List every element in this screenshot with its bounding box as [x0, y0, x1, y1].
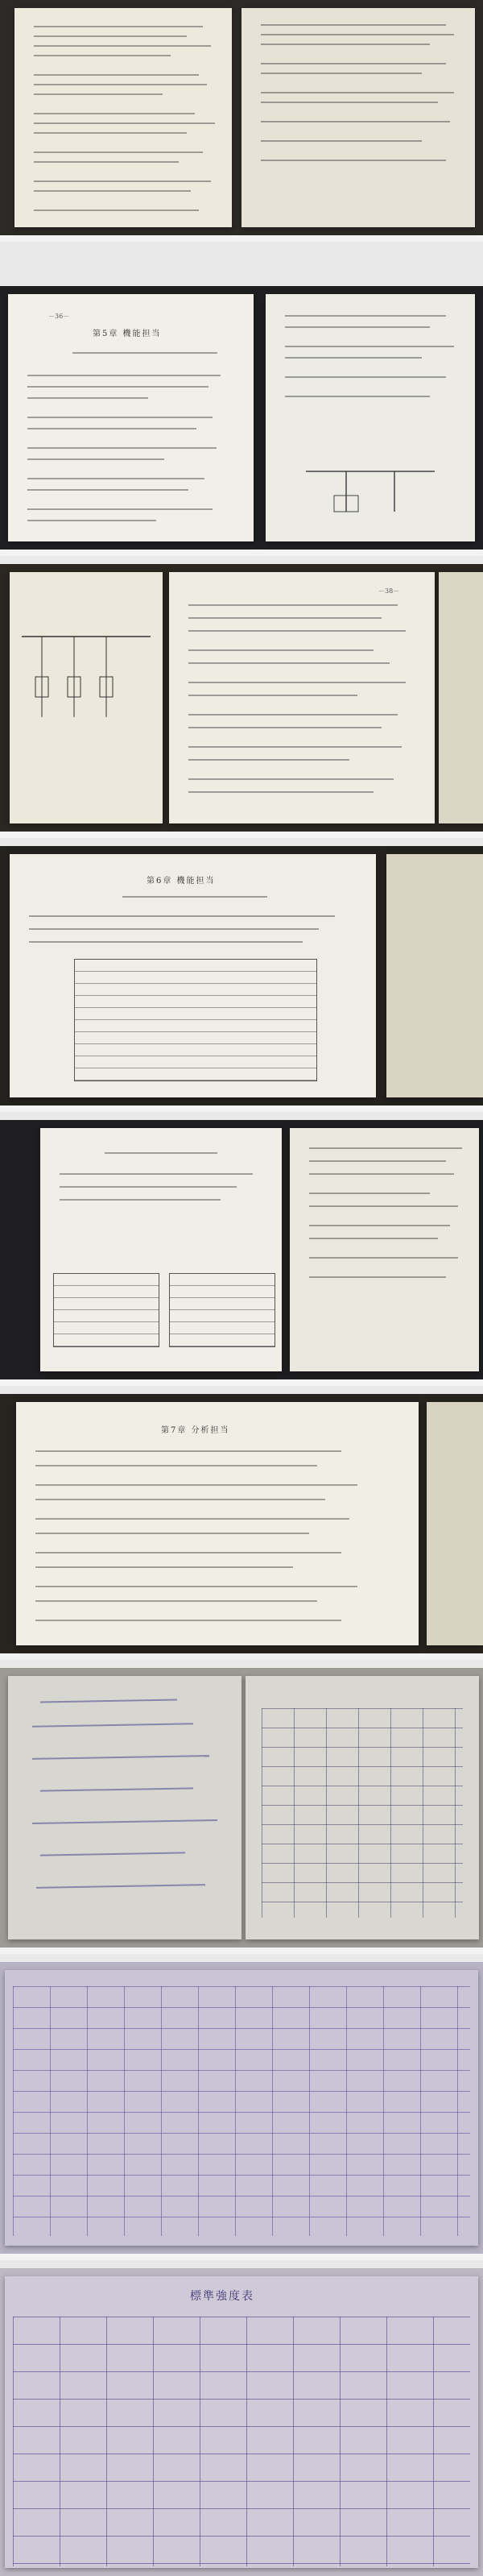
right-page	[242, 8, 475, 227]
side-paper	[427, 1402, 483, 1645]
page	[16, 1402, 419, 1645]
text-line	[122, 896, 267, 898]
text-line	[34, 45, 211, 47]
text-line	[261, 140, 422, 142]
text-line	[285, 315, 446, 317]
ledger-page	[246, 1676, 479, 1939]
chapter-heading: 第7章 分析担当	[161, 1426, 230, 1435]
left-page	[40, 1128, 282, 1371]
page-number: －38－	[378, 587, 400, 595]
text-line	[261, 102, 438, 103]
photo-strip-1	[0, 0, 483, 242]
text-line	[285, 396, 430, 397]
text-line	[309, 1238, 438, 1239]
text-line	[35, 1465, 317, 1466]
text-line	[27, 478, 204, 479]
text-line	[188, 682, 406, 683]
text-line	[309, 1193, 430, 1194]
text-line	[35, 1566, 293, 1568]
text-line	[285, 346, 454, 347]
side-paper	[439, 572, 483, 823]
text-line	[34, 209, 199, 211]
notebook-page	[8, 1676, 242, 1939]
data-table	[53, 1273, 159, 1347]
left-page	[10, 572, 163, 823]
left-page	[14, 8, 232, 227]
ledger-grid	[13, 1986, 470, 2236]
text-line	[309, 1257, 458, 1259]
text-line	[261, 121, 450, 122]
text-line	[285, 357, 422, 359]
text-line	[34, 113, 195, 114]
text-line	[188, 791, 374, 793]
text-line	[60, 1199, 221, 1201]
photo-strip-3	[0, 564, 483, 838]
text-line	[35, 1620, 341, 1621]
text-line	[34, 35, 187, 37]
text-line	[60, 1173, 253, 1175]
text-line	[34, 180, 211, 182]
sheet-title: 標準強度表	[190, 2290, 254, 2303]
text-line	[309, 1205, 458, 1207]
text-line	[35, 1450, 341, 1452]
text-line	[34, 74, 199, 76]
data-table	[74, 959, 317, 1081]
text-line	[188, 759, 349, 761]
text-line	[285, 376, 446, 378]
photo-strip-5	[0, 1120, 483, 1386]
handwritten-line	[40, 1699, 177, 1703]
text-line	[188, 778, 394, 780]
handwritten-line	[36, 1884, 205, 1889]
text-line	[309, 1225, 450, 1226]
text-line	[35, 1552, 341, 1553]
flow-diagram	[298, 447, 443, 520]
text-line	[309, 1173, 454, 1175]
text-line	[60, 1186, 237, 1188]
data-table	[169, 1273, 275, 1347]
handwritten-line	[40, 1787, 193, 1791]
purple-ledger	[5, 1970, 478, 2246]
text-line	[27, 375, 221, 376]
circuit-diagram	[18, 620, 155, 733]
right-page	[266, 294, 475, 541]
text-line	[188, 630, 406, 632]
text-line	[34, 190, 191, 192]
text-line	[188, 695, 357, 696]
text-line	[72, 352, 217, 354]
table-sheet	[5, 2276, 478, 2568]
text-line	[35, 1533, 309, 1534]
text-line	[34, 151, 203, 153]
text-line	[188, 649, 374, 651]
handwritten-line	[32, 1723, 193, 1727]
photo-strip-2	[0, 286, 483, 556]
text-line	[309, 1160, 446, 1162]
right-page	[169, 572, 435, 823]
text-line	[29, 928, 319, 930]
text-line	[29, 915, 335, 917]
text-line	[188, 604, 398, 606]
text-line	[27, 447, 217, 449]
text-line	[261, 63, 446, 64]
photo-strip-7	[0, 1668, 483, 1954]
text-line	[35, 1499, 325, 1500]
photo-strip-4	[0, 846, 483, 1112]
handwritten-line	[32, 1755, 209, 1760]
text-line	[27, 508, 213, 510]
text-line	[29, 941, 303, 943]
text-line	[309, 1276, 446, 1278]
text-line	[35, 1586, 357, 1587]
right-page	[290, 1128, 479, 1371]
text-line	[105, 1152, 217, 1154]
text-line	[188, 746, 402, 748]
text-line	[27, 397, 148, 399]
side-paper	[386, 854, 483, 1097]
text-line	[261, 34, 454, 35]
ledger-grid	[13, 2317, 470, 2566]
text-line	[27, 386, 208, 388]
text-line	[34, 93, 163, 95]
text-line	[27, 417, 213, 418]
text-line	[261, 24, 446, 26]
page-number: －36－	[48, 313, 70, 320]
photo-strip-9	[0, 2268, 483, 2576]
text-line	[188, 714, 398, 716]
text-line	[309, 1147, 462, 1149]
handwritten-line	[32, 1819, 217, 1824]
photo-strip-8	[0, 1962, 483, 2260]
ledger-grid	[262, 1708, 463, 1918]
text-line	[34, 132, 187, 134]
text-line	[35, 1518, 349, 1520]
text-line	[27, 458, 164, 460]
text-line	[34, 161, 179, 163]
text-line	[34, 26, 203, 27]
text-line	[35, 1484, 357, 1486]
text-line	[188, 662, 390, 664]
text-line	[34, 55, 171, 56]
text-line	[27, 428, 196, 429]
left-page	[8, 294, 254, 541]
text-line	[285, 326, 430, 328]
text-line	[261, 160, 446, 161]
text-line	[188, 727, 382, 728]
text-line	[35, 1600, 317, 1602]
text-line	[27, 520, 156, 521]
text-line	[27, 489, 188, 491]
photo-strip-6	[0, 1394, 483, 1660]
handwritten-line	[40, 1852, 185, 1856]
text-line	[34, 84, 207, 85]
text-line	[188, 617, 382, 619]
text-line	[261, 73, 422, 74]
page	[10, 854, 376, 1097]
text-line	[34, 122, 215, 124]
text-line	[261, 44, 430, 45]
chapter-heading: 第6章 機能担当	[147, 877, 216, 886]
chapter-heading: 第5章 機能担当	[93, 330, 162, 338]
text-line	[261, 92, 454, 93]
